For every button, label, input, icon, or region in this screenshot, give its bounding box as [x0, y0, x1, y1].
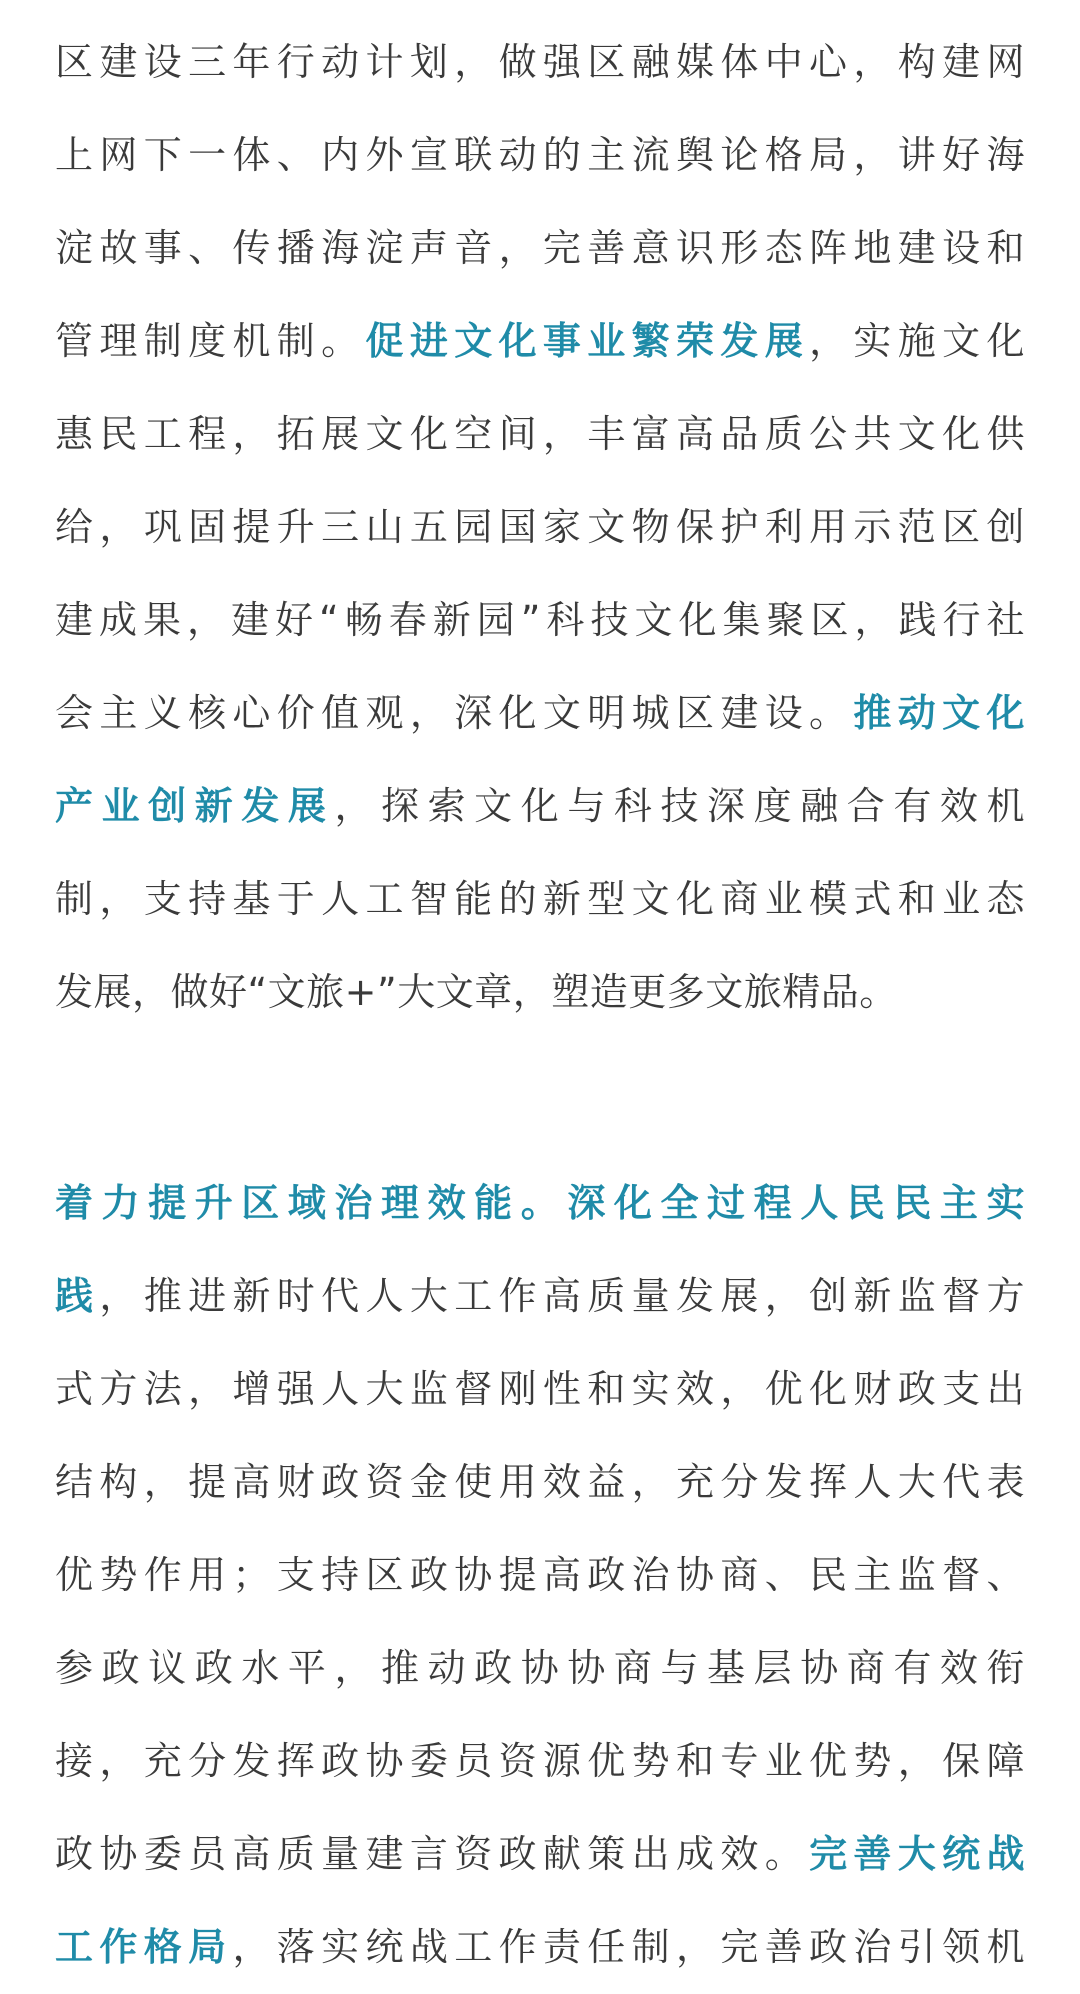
text-span: 区建设三年行动计划，做强区融媒体中心，构建网 — [55, 40, 1025, 84]
text-line — [55, 1808, 1025, 1901]
text-span: 管理制度机制。 — [55, 319, 366, 363]
paragraph-culture — [55, 16, 1025, 1039]
text-span: 政协委员高质量建言资政献策出成效。 — [55, 1832, 810, 1876]
text-span: ，落实统战工作责任制，完善政治引领机 — [232, 1925, 1025, 1969]
text-span: 会主义核心价值观，深化文明城区建设。 — [55, 691, 854, 735]
text-line — [55, 1157, 1025, 1250]
text-line — [55, 1343, 1025, 1436]
text-line — [55, 109, 1025, 202]
highlight-phrase: 工作格局 — [55, 1925, 233, 1969]
highlight-phrase: 推动文化 — [853, 691, 1025, 735]
text-line — [55, 1529, 1025, 1622]
text-span: 接，充分发挥政协委员资源优势和专业优势，保障 — [55, 1739, 1025, 1783]
text-span: 惠民工程，拓展文化空间，丰富高品质公共文化供 — [55, 412, 1025, 456]
text-span: 参政议政水平，推动政协协商与基层协商有效衔 — [55, 1646, 1025, 1690]
text-line — [55, 1715, 1025, 1808]
text-line — [55, 16, 1025, 109]
text-span: 建成果，建好“畅春新园”科技文化集聚区，践行社 — [55, 598, 1025, 642]
text-line — [55, 574, 1025, 667]
highlight-phrase: 着力提升区域治理效能。深化全过程人民民主实 — [55, 1181, 1025, 1225]
highlight-phrase: 促进文化事业繁荣发展 — [365, 319, 810, 363]
highlight-phrase: 产业创新发展 — [55, 784, 335, 828]
highlight-phrase: 践 — [55, 1274, 100, 1318]
text-line — [55, 295, 1025, 388]
text-line — [55, 1622, 1025, 1715]
text-span: ，推进新时代人大工作高质量发展，创新监督方 — [99, 1274, 1025, 1318]
text-span: ，实施文化 — [809, 319, 1025, 363]
text-line — [55, 1250, 1025, 1343]
text-span: 发展，做好“文旅+”大文章，塑造更多文旅精品。 — [55, 970, 898, 1014]
text-line — [55, 667, 1025, 760]
text-line — [55, 388, 1025, 481]
paragraph-gap — [55, 1039, 1025, 1157]
highlight-phrase: 完善大统战 — [809, 1832, 1025, 1876]
text-span: ，探索文化与科技深度融合有效机 — [334, 784, 1025, 828]
text-span: 制，支持基于人工智能的新型文化商业模式和业态 — [55, 877, 1025, 921]
text-span: 淀故事、传播海淀声音，完善意识形态阵地建设和 — [55, 226, 1025, 270]
text-span: 给，巩固提升三山五园国家文物保护利用示范区创 — [55, 505, 1025, 549]
paragraph-governance — [55, 1157, 1025, 1994]
text-line — [55, 1901, 1025, 1994]
text-span: 式方法，增强人大监督刚性和实效，优化财政支出 — [55, 1367, 1025, 1411]
text-line — [55, 481, 1025, 574]
text-line — [55, 760, 1025, 853]
text-span: 优势作用；支持区政协提高政治协商、民主监督、 — [55, 1553, 1025, 1597]
text-span: 结构，提高财政资金使用效益，充分发挥人大代表 — [55, 1460, 1025, 1504]
text-line — [55, 1436, 1025, 1529]
text-line — [55, 853, 1025, 946]
text-span: 上网下一体、内外宣联动的主流舆论格局，讲好海 — [55, 133, 1025, 177]
article-body — [55, 16, 1025, 1994]
text-line — [55, 202, 1025, 295]
text-line — [55, 946, 1025, 1039]
